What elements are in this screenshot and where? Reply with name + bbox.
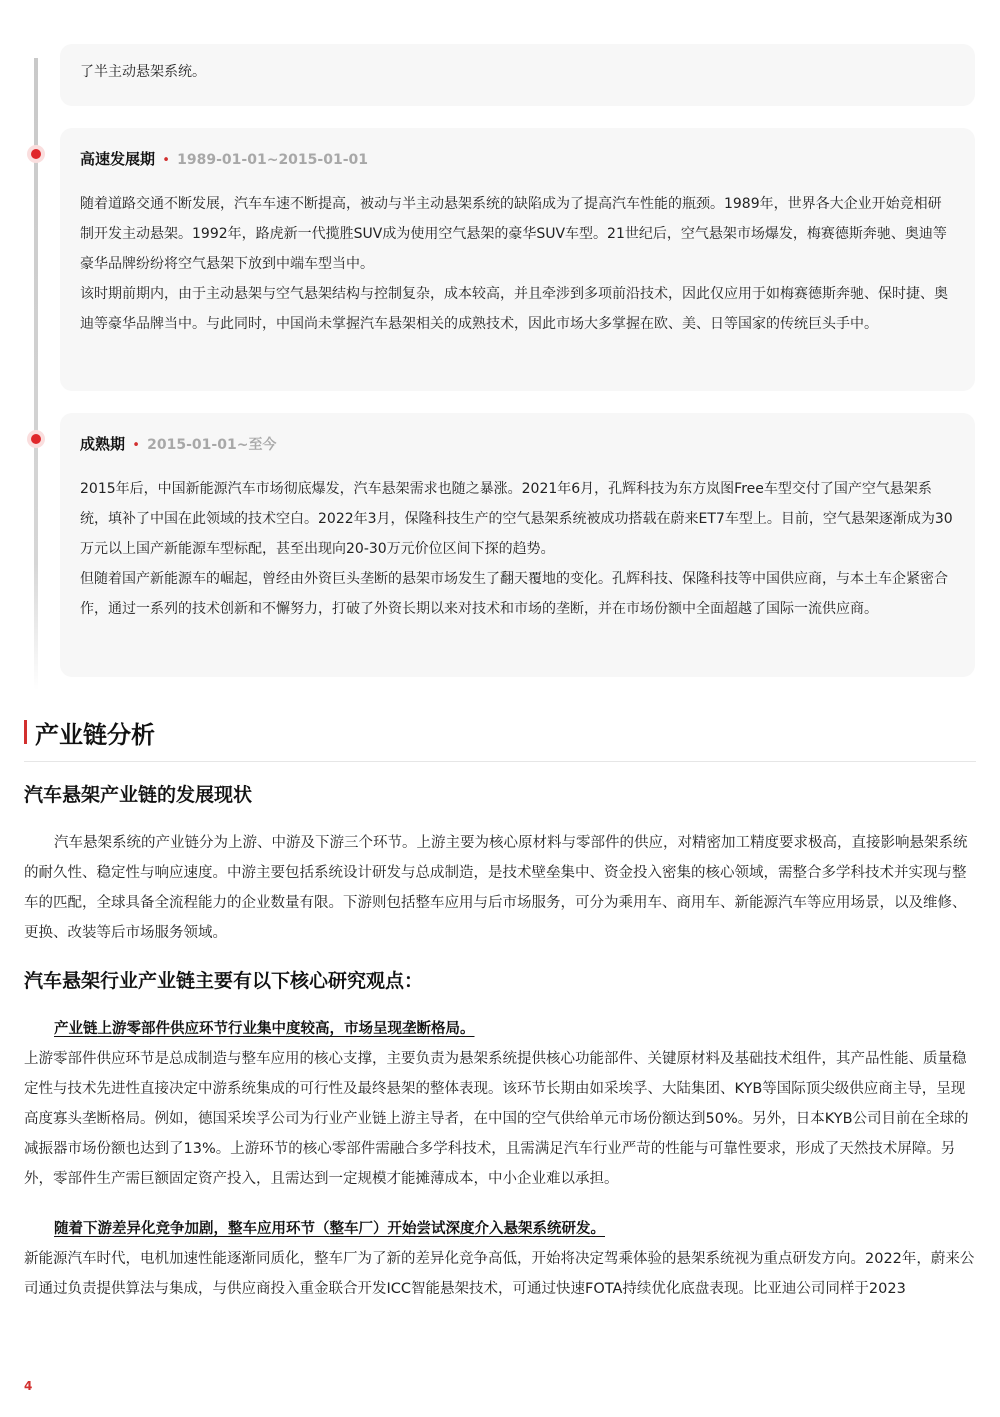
stage-date: 1989-01-01~2015-01-01 — [177, 152, 368, 168]
timeline-node-icon — [27, 430, 45, 448]
stage-title: 高速发展期 — [80, 150, 156, 168]
section-title-text: 产业链分析 — [35, 720, 155, 749]
timeline-node-icon — [27, 145, 45, 163]
separator-dot: • — [162, 153, 170, 168]
section-title-bar — [24, 720, 27, 744]
separator-dot: • — [132, 438, 140, 453]
card-text: 了半主动悬架系统。 — [80, 64, 206, 80]
stage-paragraph: 随着道路交通不断发展，汽车车速不断提高，被动与半主动悬架系统的缺陷成为了提高汽车性能的瓶颈。1989年，世界各大企业开始竞相研制开发主动悬架。1992年，路虎新一代揽胜SUV成为使用空气悬架的豪华SUV车型。21世纪后，空气悬架市场爆发，梅赛德斯奔驰、奥迪等豪华品牌纷纷将空气悬架下放到中端车型当中。 — [80, 196, 947, 272]
intro-paragraph: 汽车悬架系统的产业链分为上游、中游及下游三个环节。上游主要为核心原材料与零部件的供应，对精密加工精度要求极高，直接影响悬架系统的耐久性、稳定性与响应速度。中游主要包括系统设计研发与总成制造，是技术壁垒集中、资金投入密集的核心领域，需整合多学科技术并实现与整车的匹配，全球具备全流程能力的企业数量有限。下游则包括整车应用与后市场服务，可分为乘用车、商用车、新能源汽车等应用场景，以及维修、更换、改装等后市场服务领域。 — [24, 835, 968, 941]
stage-paragraph: 2015年后，中国新能源汽车市场彻底爆发，汽车悬架需求也随之暴涨。2021年6月，孔辉科技为东方岚图Free车型交付了国产空气悬架系统，填补了中国在此领域的技术空白。2022年3月，保隆科技生产的空气悬架系统被成功搭载在蔚来ET7车型上。目前，空气悬架逐渐成为30万元以上国产新能源车型标配，甚至出现向20-30万元价位区间下探的趋势。 — [80, 481, 953, 557]
stage-header — [80, 148, 953, 172]
point-body-downstream: 新能源汽车时代，电机加速性能逐渐同质化，整车厂为了新的差异化竞争高低，开始将决定驾乘体验的悬架系统视为重点研发方向。2022年，蔚来公司通过负责提供算法与集成，与供应商投入重金联合开发ICC智能悬架技术，可通过快速FOTA持续优化底盘表现。比亚迪公司同样于2023 — [24, 1251, 975, 1297]
timeline-card-previous — [60, 44, 975, 106]
timeline-card-mature — [60, 413, 975, 677]
heading-development-status: 汽车悬架产业链的发展现状 — [24, 784, 253, 806]
stage-title: 成熟期 — [80, 435, 126, 453]
point-heading-downstream: 随着下游差异化竞争加剧，整车应用环节（整车厂）开始尝试深度介入悬架系统研发。 — [54, 1221, 605, 1237]
stage-paragraph: 该时期前期内，由于主动悬架与空气悬架结构与控制复杂，成本较高，并且牵涉到多项前沿技术，因此仅应用于如梅赛德斯奔驰、保时捷、奥迪等豪华品牌当中。与此同时，中国尚未掌握汽车悬架相关的成熟技术，因此市场大多掌握在欧、美、日等国家的传统巨头手中。 — [80, 286, 948, 332]
stage-date: 2015-01-01~至今 — [147, 437, 277, 453]
heading-core-views: 汽车悬架行业产业链主要有以下核心研究观点： — [24, 970, 424, 992]
stage-header — [80, 433, 953, 457]
point-body-upstream: 上游零部件供应环节是总成制造与整车应用的核心支撑，主要负责为悬架系统提供核心功能部件、关键原材料及基础技术组件，其产品性能、质量稳定性与技术先进性直接决定中游系统集成的可行性及最终悬架的整体表现。该环节长期由如采埃孚、大陆集团、KYB等国际顶尖级供应商主导，呈现高度寡头垄断格局。例如，德国采埃孚公司为行业产业链上游主导者，在中国的空气供给单元市场份额达到50%。另外，日本KYB公司目前在全球的减振器市场份额也达到了13%。上游环节的核心零部件需融合多学科技术，且需满足汽车行业严苛的性能与可靠性要求，形成了天然技术屏障。另外，零部件生产需巨额固定资产投入，且需达到一定规模才能摊薄成本，中小企业难以承担。 — [24, 1051, 969, 1187]
timeline — [0, 0, 1000, 700]
stage-paragraph: 但随着国产新能源车的崛起，曾经由外资巨头垄断的悬架市场发生了翻天覆地的变化。孔辉科技、保隆科技等中国供应商，与本土车企紧密合作，通过一系列的技术创新和不懈努力，打破了外资长期以来对技术和市场的垄断，并在市场份额中全面超越了国际一流供应商。 — [80, 571, 948, 617]
page-number: 4 — [24, 1379, 33, 1393]
section-title — [24, 716, 155, 748]
point-heading-upstream: 产业链上游零部件供应环节行业集中度较高，市场呈现垄断格局。 — [54, 1021, 475, 1037]
section-divider — [24, 761, 976, 762]
timeline-card-rapid-growth — [60, 128, 975, 391]
